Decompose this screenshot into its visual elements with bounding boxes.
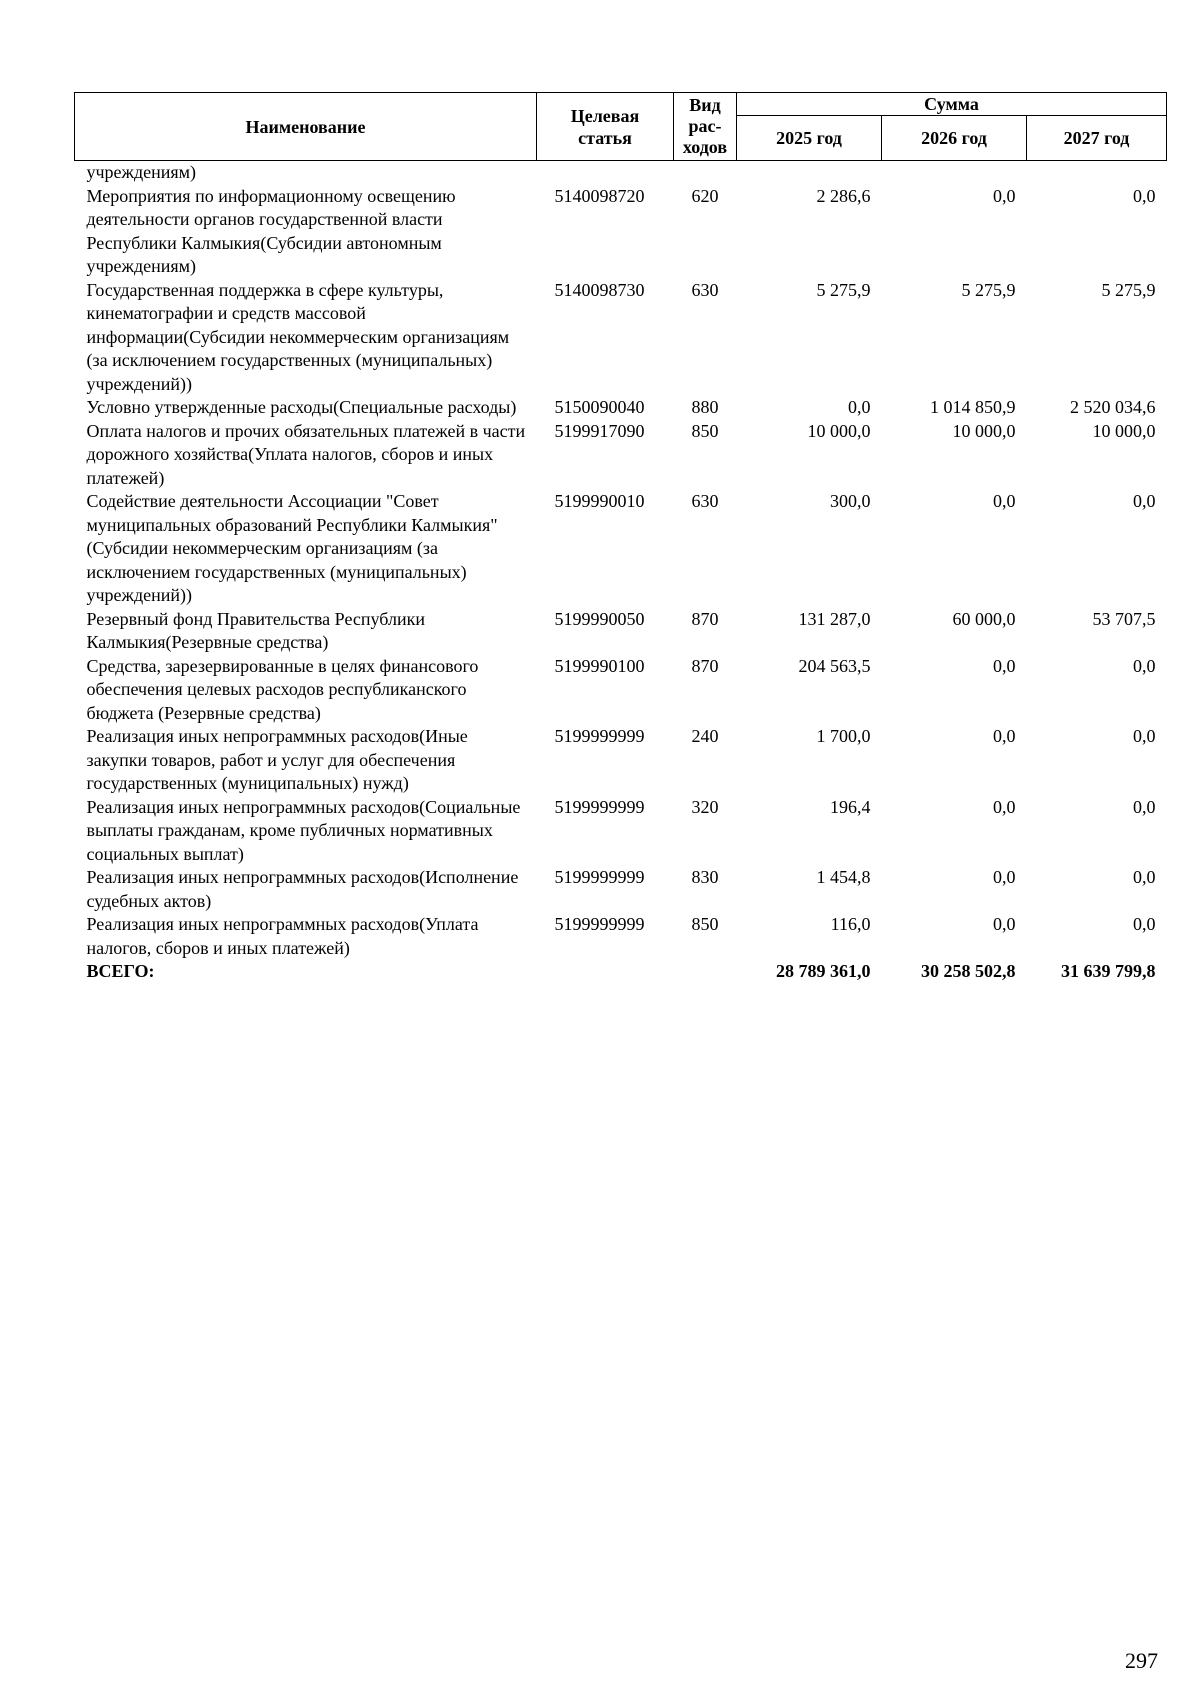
document-page	[74, 92, 1166, 984]
table-header	[75, 93, 1167, 161]
row-name: Мероприятия по информационному освещению деятельности органов государственной власти Республики Калмыкия(Субсидии автономным учреждениям)	[86, 185, 456, 276]
total-2026: 30 258 502,8	[921, 961, 1016, 981]
row-amount-2026: 5 275,9	[961, 279, 1016, 300]
row-code: 5199990010	[554, 491, 645, 511]
row-name: Резервный фонд Правительства Республики Калмыкия(Резервные средства)	[86, 608, 425, 652]
row-amount-2027: 53 707,5	[1092, 608, 1156, 629]
row-amount-2025	[737, 161, 882, 185]
table-row	[75, 490, 1167, 608]
row-vid: 240	[691, 726, 719, 746]
row-amount-2026: 0,0	[993, 185, 1016, 206]
row-amount-2025: 10 000,0	[807, 420, 871, 441]
row-amount-2027: 0,0	[1133, 726, 1156, 746]
total-label: ВСЕГО:	[86, 961, 155, 981]
total-empty	[537, 960, 737, 984]
row-code: 5150090040	[554, 397, 645, 417]
row-vid: 320	[691, 796, 719, 817]
table-row	[75, 866, 1167, 913]
row-vid: 850	[691, 420, 719, 441]
row-amount-2025: 5 275,9	[816, 279, 871, 300]
row-amount-2027: 0,0	[1133, 914, 1156, 934]
row-amount-2025: 116,0	[830, 914, 871, 934]
row-amount-2025: 1 700,0	[816, 726, 871, 746]
row-amount-2026: 0,0	[993, 491, 1016, 511]
table-row	[75, 913, 1167, 960]
row-amount-2027: 0,0	[1133, 796, 1156, 817]
row-code: 5140098730	[554, 279, 645, 300]
header-name: Наименование	[75, 93, 537, 161]
row-amount-2027: 5 275,9	[1101, 279, 1156, 300]
row-amount-2026: 0,0	[993, 867, 1016, 887]
row-name: Реализация иных непрограммных расходов(Исполнение судебных актов)	[86, 867, 519, 911]
table-row	[75, 396, 1167, 420]
table-row	[75, 279, 1167, 397]
table-row	[75, 608, 1167, 655]
total-2027: 31 639 799,8	[1061, 961, 1156, 981]
table-row	[75, 161, 1167, 185]
row-code: 5199999999	[554, 796, 645, 817]
header-code: Целевая статья	[537, 93, 674, 161]
total-2025: 28 789 361,0	[776, 961, 871, 981]
row-name: учреждениям)	[86, 162, 197, 182]
row-vid: 870	[691, 608, 719, 629]
row-vid: 870	[691, 655, 719, 676]
row-code: 5199999999	[554, 914, 645, 934]
row-name: Реализация иных непрограммных расходов(Иные закупки товаров, работ и услуг для обеспечения государственных (муниципальных) нужд)	[86, 726, 468, 793]
total-row	[75, 960, 1167, 984]
row-amount-2027: 0,0	[1133, 867, 1156, 887]
row-name: Реализация иных непрограммных расходов(Уплата налогов, сборов и иных платежей)	[86, 914, 479, 958]
row-code: 5199990050	[554, 608, 645, 629]
row-amount-2026: 1 014 850,9	[930, 397, 1016, 417]
row-amount-2026	[882, 161, 1027, 185]
table-row	[75, 420, 1167, 491]
header-year-2026: 2026 год	[882, 116, 1027, 161]
table-body	[75, 161, 1167, 984]
row-amount-2025: 196,4	[830, 796, 871, 817]
row-name: Государственная поддержка в сфере культуры, кинематографии и средств массовой информации(Субсидии некоммерческим организациям (за исключением государственных (муниципальных) учреждений))	[86, 279, 510, 394]
row-name: Условно утвержденные расходы(Специальные расходы)	[86, 397, 517, 417]
row-code: 5199999999	[554, 726, 645, 746]
row-amount-2026: 60 000,0	[952, 608, 1016, 629]
row-code: 5199917090	[554, 420, 645, 441]
row-amount-2026: 10 000,0	[952, 420, 1016, 441]
header-vid: Вид рас- ходов	[674, 93, 737, 161]
row-amount-2027	[1027, 161, 1167, 185]
row-code: 5199990100	[554, 655, 645, 676]
row-amount-2025: 204 563,5	[798, 655, 871, 676]
header-year-2027: 2027 год	[1027, 116, 1167, 161]
budget-table	[74, 92, 1167, 984]
row-name: Средства, зарезервированные в целях финансового обеспечения целевых расходов республиканского бюджета (Резервные средства)	[86, 655, 479, 723]
table-row	[75, 725, 1167, 796]
row-amount-2027: 10 000,0	[1092, 420, 1156, 441]
row-amount-2025: 0,0	[848, 397, 871, 417]
page-number: 297	[1125, 1648, 1158, 1673]
row-name: Содействие деятельности Ассоциации "Совет муниципальных образований Республики Калмыкия"(Субсидии некоммерческим организациям (за исключением государственных (муниципальных) учреждений))	[86, 491, 498, 605]
row-vid: 630	[691, 491, 719, 511]
row-amount-2025: 300,0	[830, 491, 871, 511]
row-code	[537, 161, 674, 185]
header-year-2025: 2025 год	[737, 116, 882, 161]
row-vid: 620	[691, 185, 719, 206]
row-name: Реализация иных непрограммных расходов(Социальные выплаты гражданам, кроме публичных нормативных социальных выплат)	[86, 796, 521, 864]
table-row	[75, 185, 1167, 279]
row-code: 5140098720	[554, 185, 645, 206]
row-code: 5199999999	[554, 867, 645, 887]
row-amount-2025: 2 286,6	[816, 185, 871, 206]
row-amount-2027: 0,0	[1133, 491, 1156, 511]
row-amount-2027: 0,0	[1133, 185, 1156, 206]
row-amount-2025: 1 454,8	[816, 867, 871, 887]
row-vid: 830	[691, 867, 719, 887]
row-amount-2027: 2 520 034,6	[1070, 397, 1156, 417]
row-vid	[674, 161, 737, 185]
table-row	[75, 655, 1167, 726]
row-vid: 630	[691, 279, 719, 300]
header-sum: Сумма	[737, 93, 1167, 116]
row-amount-2026: 0,0	[993, 726, 1016, 746]
row-vid: 850	[691, 914, 719, 934]
row-amount-2027: 0,0	[1133, 655, 1156, 676]
row-name: Оплата налогов и прочих обязательных платежей в части дорожного хозяйства(Уплата налогов, сборов и иных платежей)	[86, 420, 526, 488]
row-amount-2026: 0,0	[993, 914, 1016, 934]
row-vid: 880	[691, 397, 719, 417]
row-amount-2025: 131 287,0	[798, 608, 871, 629]
row-amount-2026: 0,0	[993, 796, 1016, 817]
table-row	[75, 796, 1167, 867]
row-amount-2026: 0,0	[993, 655, 1016, 676]
